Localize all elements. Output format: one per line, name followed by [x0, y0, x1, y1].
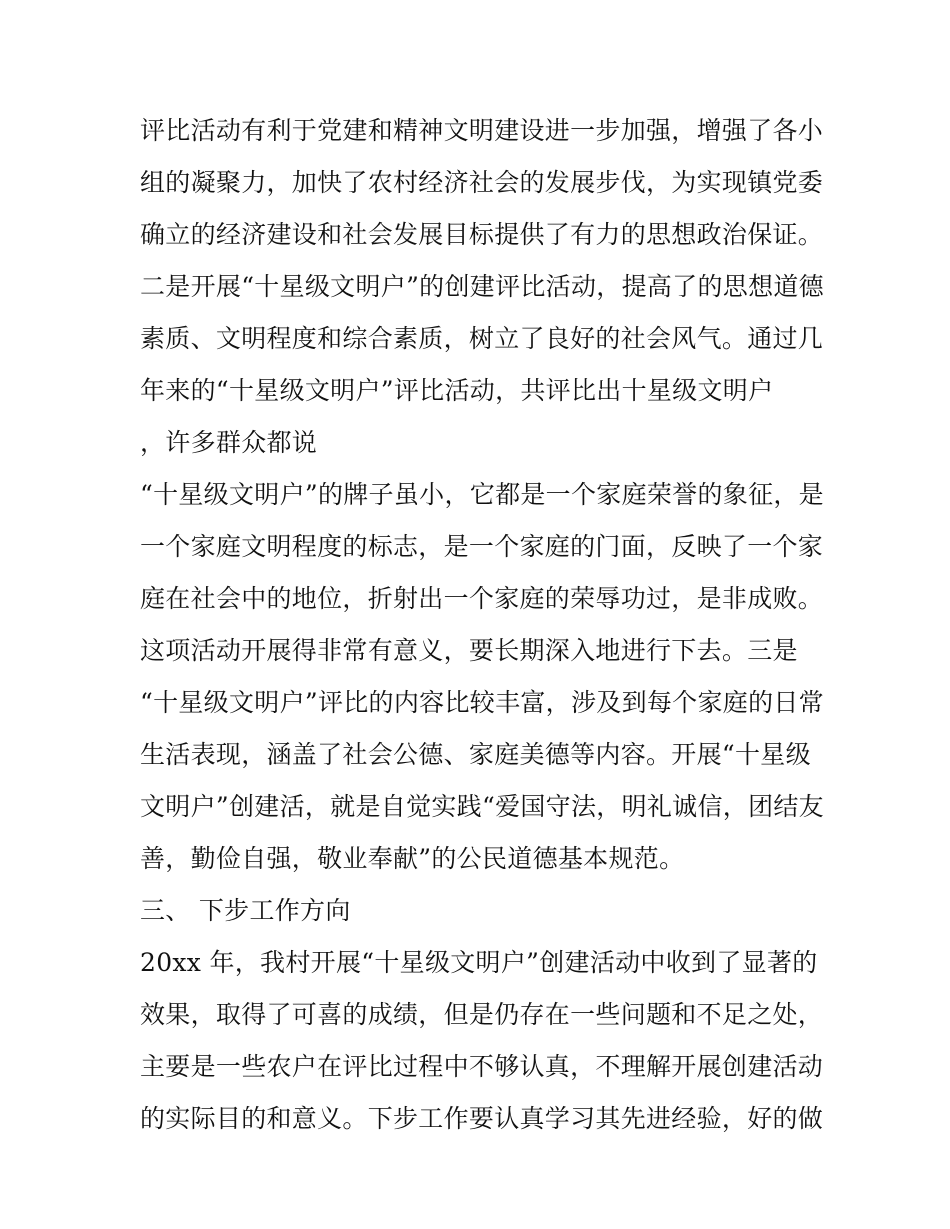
text-line: 一个家庭文明程度的标志，是一个家庭的门面，反映了一个家	[140, 532, 824, 561]
text-line: 庭在社会中的地位，折射出一个家庭的荣辱功过，是非成败。	[140, 584, 824, 613]
text-line: 年来的“十星级文明户”评比活动，共评比出十星级文明户	[140, 376, 774, 405]
text-line: ，许多群众都说	[140, 428, 318, 457]
document-body	[140, 105, 824, 1145]
text-line: 二是开展“十星级文明户”的创建评比活动，提高了的思想道德	[140, 272, 824, 301]
text-line: 效果，取得了可喜的成绩，但是仍存在一些问题和不足之处，	[140, 1000, 824, 1029]
text-line: 20xx 年，我村开展“十星级文明户”创建活动中收到了显著的	[140, 948, 818, 977]
text-line: 确立的经济建设和社会发展目标提供了有力的思想政治保证。	[140, 220, 824, 249]
text-line: 素质、文明程度和综合素质，树立了良好的社会风气。通过几	[140, 324, 824, 353]
section-heading: 三、 下步工作方向	[140, 896, 351, 925]
text-line: 这项活动开展得非常有意义，要长期深入地进行下去。三是	[140, 636, 798, 665]
text-line: “十星级文明户”的牌子虽小，它都是一个家庭荣誉的象征，是	[140, 480, 824, 509]
text-line: 文明户”创建活，就是自觉实践“爱国守法，明礼诚信，团结友	[140, 792, 824, 821]
text-line: 的实际目的和意义。下步工作要认真学习其先进经验，好的做	[140, 1104, 824, 1133]
text-line: 善，勤俭自强，敬业奉献”的公民道德基本规范。	[140, 844, 685, 873]
text-line: 组的凝聚力，加快了农村经济社会的发展步伐，为实现镇党委	[140, 168, 824, 197]
text-line: 评比活动有利于党建和精神文明建设进一步加强，增强了各小	[140, 116, 824, 145]
text-line: 主要是一些农户在评比过程中不够认真，不理解开展创建活动	[140, 1052, 824, 1081]
text-line: 生活表现，涵盖了社会公德、家庭美德等内容。开展“十星级	[140, 740, 811, 769]
text-line: “十星级文明户”评比的内容比较丰富，涉及到每个家庭的日常	[140, 688, 824, 717]
